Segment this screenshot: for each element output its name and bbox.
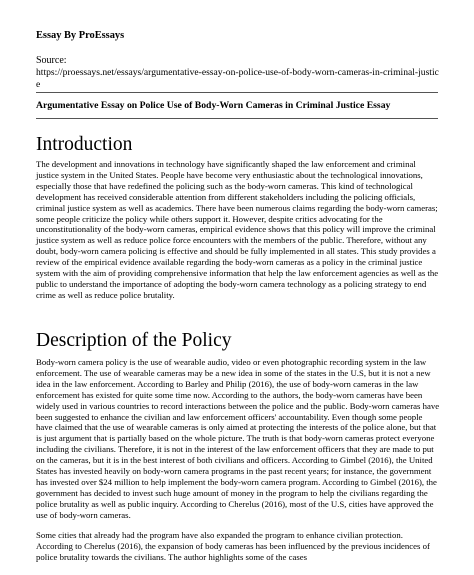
divider-top (36, 92, 438, 93)
section-heading-introduction: Introduction (36, 134, 133, 155)
paragraph-introduction: The development and innovations in technology have significantly shaped the law enforcement and criminal justice system in the United States. People have become very enthusiastic about the technological innovations, especially those that have redefined the policing such as the body-worn cameras. This kind of technological development has received considerable attention from different stakeholders including the policing officials, criminal justice system as well as academics. There have been numerous claims regarding the body-worn cameras; some people criticize the policy while others support it. However, despite critics advocating for the unconstitutionality of the body-worn cameras, empirical evidence shows that this policy will improve the criminal justice system as well as reduce police force encounters with the members of the public. Therefore, without any doubt, body-worn camera policing is effective and should be fully implemented in all states. This study provides a review of the empirical evidence available regarding the body-worn cameras as a policy in the criminal justice system with the aim of providing comprehensive information that help the law enforcement agencies as well as the public to understand the importance of adopting the body-worn camera technology as a policing strategy to end crime as well as reduce police brutality. (36, 159, 439, 300)
essay-title: Argumentative Essay on Police Use of Body-Worn Cameras in Criminal Justice Essay (36, 100, 391, 111)
paragraph-policy-1: Body-worn camera policy is the use of wearable audio, video or even photographic recording system in the law enforcement. The use of wearable cameras may be a new idea in some of the states in the U.S, but it is not a new idea in the law enforcement. According to Barley and Philip (2016), the use of body-worn cameras in the law enforcement has existed for quite some time now. According to the authors, the body-worn cameras have been widely used in various countries to record interactions between the police and the public. Body-worn cameras have been suggested to enhance the civilian and law enforcement officers' accountability. Even though some people have claimed that the use of wearable cameras is only aimed at protecting the interests of the police alone, but that is just argument that is partially based on the whole picture. The truth is that body-worn cameras protect everyone including the civilians. Therefore, it is not in the interest of the law enforcement officers that they are made to put on the cameras, but it is in the best interest of both civilians and officers. According to Gimbel (2016), the United States has invested heavily on body-worn camera programs in the past recent years; for instance, the government has invested over $24 million to help implement the body-worn camera program. According to Gimbel (2016), the government has decided to invest such huge amount of money in the program to help the civilians regarding the police brutality as well as public inquiry. According to Cherelus (2016), most of the U.S, cities have approved the use of body-worn cameras. (36, 357, 440, 520)
brand-name: Essay By ProEssays (36, 30, 125, 41)
paragraph-policy-2: Some cities that already had the program have also expanded the program to enhance civilian protection. According to Cherelus (2016), the expansion of body cameras has been influenced by the previous incidences of police brutality towards the civilians. The author highlights some of the cases (36, 530, 430, 562)
section-heading-policy: Description of the Policy (36, 330, 232, 351)
source-url-link[interactable]: https://proessays.net/essays/argumentative-essay-on-police-use-of-body-worn-cameras-in-criminal-justice (36, 67, 439, 90)
source-label: Source: (36, 55, 67, 66)
divider-bottom (36, 118, 438, 119)
